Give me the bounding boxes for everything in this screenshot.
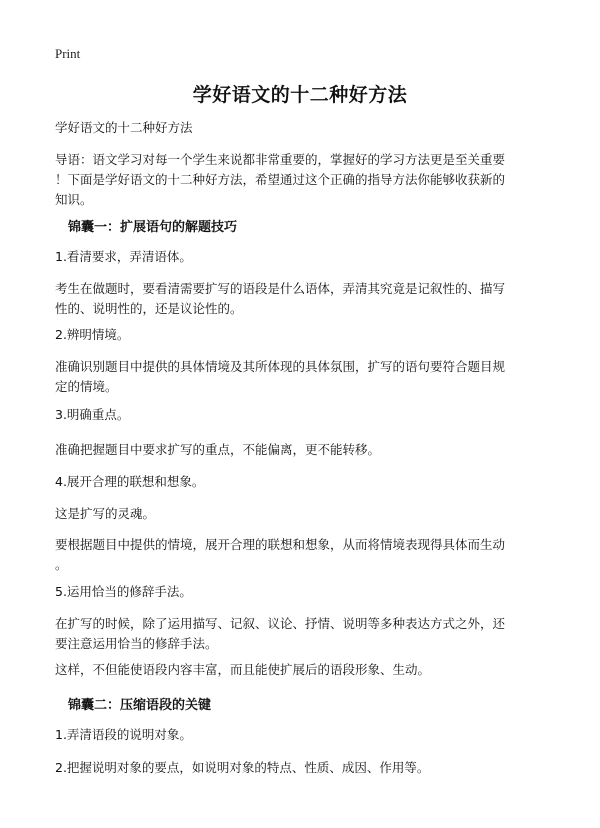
body-line: 考生在做题时，要看清需要扩写的语段是什么语体，弄清其究竟是记叙性的、描写 <box>55 281 506 296</box>
section1-heading: 锦囊一：扩展语句的解题技巧 <box>68 220 238 235</box>
body-line: 性的、说明性的，还是议论性的。 <box>55 301 243 316</box>
print-link[interactable]: Print <box>55 46 81 61</box>
section2-heading: 锦囊二：压缩语段的关键 <box>68 698 212 713</box>
body-line: 准确识别题目中提供的具体情境及其所体现的具体氛围，扩写的语句要符合题目规 <box>55 359 506 374</box>
s1-conclusion: 这样，不但能使语段内容丰富，而且能使扩展后的语段形象、生动。 <box>55 662 431 677</box>
s1-item2-body <box>55 357 555 397</box>
s1-item4-body2 <box>55 535 555 575</box>
s1-item4-body1: 这是扩写的灵魂。 <box>55 506 156 521</box>
body-line: 要注意运用恰当的修辞手法。 <box>55 636 218 651</box>
body-line: 定的情境。 <box>55 379 118 394</box>
s1-item1-title: 1.看清要求，弄清语体。 <box>55 249 192 264</box>
s1-item4-title: 4.展开合理的联想和想象。 <box>55 474 205 489</box>
s1-item5-title: 5.运用恰当的修辞手法。 <box>55 584 192 599</box>
s2-item1-title: 1.弄清语段的说明对象。 <box>55 727 192 742</box>
page-title: 学好语文的十二种好方法 <box>192 84 408 106</box>
s1-item5-body <box>55 614 555 654</box>
s1-item3-title: 3.明确重点。 <box>55 407 130 422</box>
intro-paragraph <box>55 150 555 210</box>
body-line: 。 <box>55 557 68 572</box>
intro-line: 导语：语文学习对每一个学生来说都非常重要的，掌握好的学习方法更是至关重要 <box>55 152 506 167</box>
intro-line: ！下面是学好语文的十二种好方法，希望通过这个正确的指导方法你能够收获新的 <box>55 172 506 187</box>
s1-item3-body: 准确把握题目中要求扩写的重点，不能偏离，更不能转移。 <box>55 442 381 457</box>
intro-line: 知识。 <box>55 192 93 207</box>
body-line: 在扩写的时候，除了运用描写、记叙、议论、抒情、说明等多种表达方式之外，还 <box>55 616 506 631</box>
s1-item2-title: 2.辨明情境。 <box>55 327 130 342</box>
s1-item1-body <box>55 279 555 319</box>
body-line: 要根据题目中提供的情境，展开合理的联想和想象，从而将情境表现得具体而生动 <box>55 537 506 552</box>
s2-item2-title: 2.把握说明对象的要点，如说明对象的特点、性质、成因、作用等。 <box>55 760 430 775</box>
subtitle: 学好语文的十二种好方法 <box>55 120 193 135</box>
